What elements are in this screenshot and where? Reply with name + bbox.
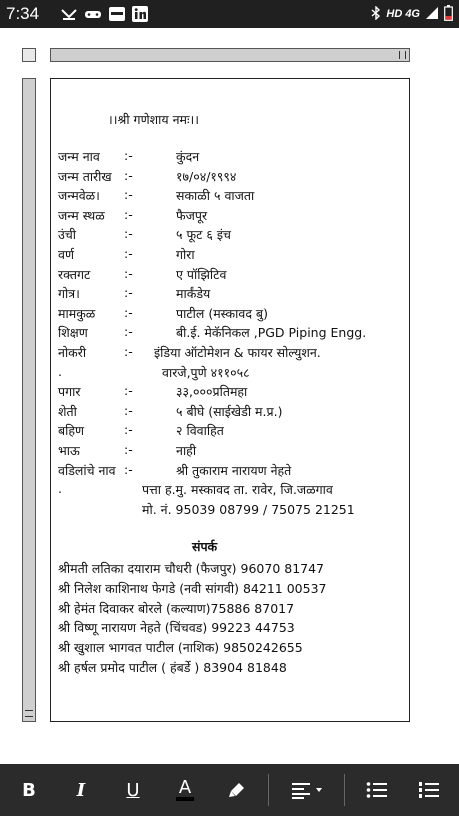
ruler-corner <box>22 48 36 62</box>
field-label: उंची <box>58 227 77 243</box>
field-separator: :- <box>124 206 133 222</box>
document-page[interactable] <box>50 78 410 722</box>
text-color-button[interactable] <box>170 776 200 804</box>
field-label: जन्म नाव <box>58 149 100 164</box>
field-value: गोरा <box>176 247 195 262</box>
field-value: पत्ता ह.मु. मस्कावद ता. रावेर, जि.जळगाव <box>142 482 333 498</box>
status-bar <box>0 0 459 28</box>
field-value: १७/०४/१९९४ <box>176 168 237 184</box>
field-separator: :- <box>124 265 133 281</box>
field-value: ए पॉझिटिव <box>176 266 227 282</box>
document-heading: ।।श्री गणेशाय नमः।। <box>108 112 199 127</box>
field-value: इंडिया ऑटोमेशन & फायर सोल्युशन. <box>154 345 321 360</box>
field-label: नोकरी <box>58 345 87 360</box>
contact-line: श्री विष्णू नारायण नेहते (चिंचवड) 99223 44753 <box>58 620 295 636</box>
contact-line: श्री खुशाल भागवत पाटील (नाशिक) 9850242655 <box>58 640 303 656</box>
field-value: फैजपूर <box>176 207 208 223</box>
contact-line: श्रीमती लतिका दयाराम चौधरी (फैजपुर) 96070 81747 <box>58 561 325 576</box>
field-value: बी.ई. मेकॅनिकल ,PGD Piping Engg. <box>176 325 367 341</box>
field-label: जन्मवेळ। <box>58 188 100 204</box>
field-label: भाऊ <box>58 443 80 458</box>
field-separator: :- <box>124 344 133 359</box>
field-value: पाटील (मस्कावद बु) <box>176 305 268 321</box>
contact-line: श्री निलेश काशिनाथ फेगडे (नवी सांगवी) 84211 00537 <box>58 580 327 596</box>
field-label: जन्म स्थळ <box>58 207 105 223</box>
status-right <box>371 5 453 23</box>
italic-button[interactable] <box>66 776 96 804</box>
field-label: मामकुळ <box>58 305 96 321</box>
field-label: . <box>58 481 62 497</box>
field-value: कुंदन <box>176 149 200 164</box>
network-type: HD 4G <box>386 8 420 20</box>
align-left-dropdown-icon[interactable] <box>288 776 328 804</box>
field-separator: :- <box>124 167 133 183</box>
field-label: गोत्र। <box>58 286 80 302</box>
contact-line: श्री हर्षल प्रमोद पाटील ( हंबर्डे ) 83904 81848 <box>58 660 287 675</box>
field-separator: :- <box>124 285 133 301</box>
numbered-list-icon[interactable] <box>414 776 444 804</box>
field-separator: :- <box>124 246 133 261</box>
field-separator: :- <box>124 442 133 457</box>
italic-label: I <box>76 779 86 801</box>
field-separator: :- <box>124 226 133 242</box>
linkedin-icon <box>132 6 148 22</box>
field-value: सकाळी ५ वाजता <box>176 188 255 204</box>
field-value: २ विवाहित <box>176 423 224 439</box>
bluetooth-icon <box>371 6 381 23</box>
vertical-ruler[interactable] <box>22 78 36 722</box>
field-label: बहिण <box>58 423 85 439</box>
field-separator: :- <box>124 402 133 418</box>
field-label: वडिलांचे नाव <box>58 462 116 478</box>
field-label: . <box>58 363 62 379</box>
field-value: नाही <box>176 443 197 458</box>
underline-button[interactable] <box>118 776 148 804</box>
field-separator: :- <box>124 422 133 438</box>
underline-label: U <box>126 779 140 801</box>
right-margin-handle[interactable] <box>399 51 406 59</box>
bottom-margin-handle[interactable] <box>25 710 33 717</box>
signal-icon <box>425 6 439 23</box>
game-controller-icon <box>84 6 102 22</box>
field-label: शेती <box>58 403 77 419</box>
field-value: मार्कंडेय <box>176 286 211 302</box>
field-value: वारजे,पुणे ४११०५८ <box>162 364 250 380</box>
field-separator: :- <box>124 304 133 320</box>
field-value: ३३,०००प्रतिमहा <box>176 384 248 400</box>
contact-line: श्री हेमंत दिवाकर बोरले (कल्याण)75886 87017 <box>58 600 295 616</box>
cloud-icon <box>60 6 78 22</box>
status-time: 7:34 <box>6 4 40 23</box>
field-label: जन्म तारीख <box>58 168 112 184</box>
bold-button[interactable] <box>14 776 44 804</box>
field-separator: :- <box>124 148 133 163</box>
field-value: श्री तुकाराम नारायण नेहते <box>176 462 292 478</box>
toolbar-divider <box>268 774 269 806</box>
field-label: शिक्षण <box>58 325 88 341</box>
text-color-label: A <box>176 779 194 801</box>
field-value: ५ बीघे (साईखेडी म.प्र.) <box>176 403 283 419</box>
field-label: पगार <box>58 384 81 400</box>
highlighter-icon[interactable] <box>222 776 252 804</box>
field-separator: :- <box>124 383 133 399</box>
bulleted-list-icon[interactable] <box>362 776 392 804</box>
formatting-toolbar <box>0 764 459 816</box>
horizontal-ruler[interactable] <box>50 48 410 62</box>
toolbar-divider <box>344 774 345 806</box>
field-separator: :- <box>124 187 133 203</box>
news-app-icon <box>108 6 126 22</box>
field-label: वर्ण <box>58 247 74 262</box>
bold-label: B <box>22 779 36 801</box>
field-value: ५ फूट ६ इंच <box>176 227 231 243</box>
battery-low-icon <box>444 5 453 24</box>
field-separator: :- <box>124 461 133 477</box>
field-value: मो. नं. 95039 08799 / 75075 21251 <box>142 501 355 517</box>
field-separator: :- <box>124 324 133 340</box>
contact-title: संपर्क <box>192 539 218 554</box>
field-label: रक्तगट <box>58 266 91 282</box>
